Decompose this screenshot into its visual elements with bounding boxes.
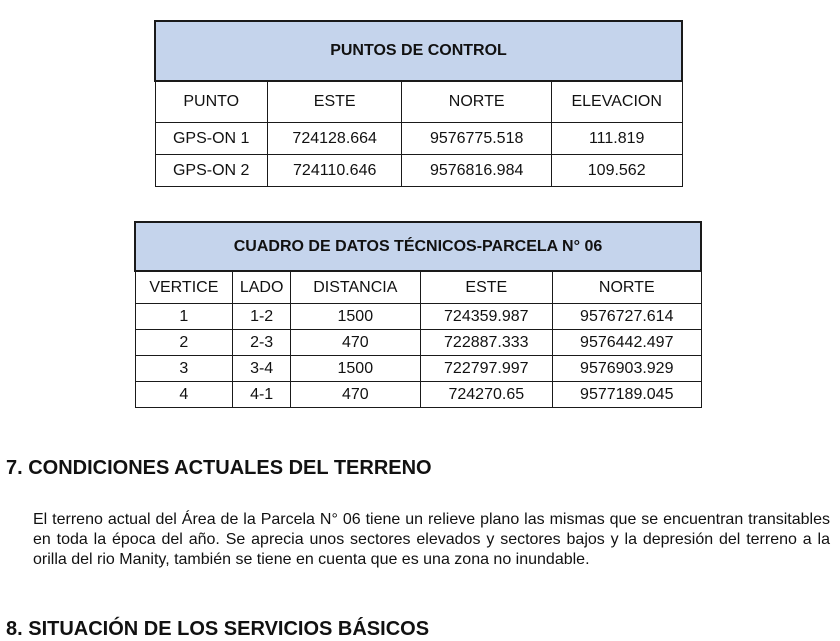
- column-header: ESTE: [420, 271, 552, 304]
- table-cell: 9576775.518: [402, 123, 551, 155]
- table-cell: GPS-ON 2: [155, 155, 267, 187]
- table-cell: 722797.997: [420, 356, 552, 382]
- table-cell: 722887.333: [420, 330, 552, 356]
- column-header: ELEVACION: [551, 81, 682, 123]
- column-header: NORTE: [402, 81, 551, 123]
- table-cell: 2: [135, 330, 233, 356]
- table-row: [135, 330, 701, 356]
- table-row: [155, 155, 682, 187]
- table-row: [135, 356, 701, 382]
- section-paragraph: El terreno actual del Área de la Parcela N° 06 tiene un relieve plano las mismas que se encuentran transitables en toda la época del año. Se aprecia unos sectores elevados y sectores bajos y la depresión del terreno a la orilla del rio Manity, también se tiene en cuenta que es una zona no inundable.: [33, 511, 830, 568]
- table-cell: GPS-ON 1: [155, 123, 267, 155]
- technical-data-table: [134, 221, 702, 408]
- column-header: PUNTO: [155, 81, 267, 123]
- table-row: [135, 304, 701, 330]
- column-header: NORTE: [553, 271, 701, 304]
- table-cell: 470: [291, 330, 421, 356]
- next-section-heading: 8. SITUACIÓN DE LOS SERVICIOS BÁSICOS: [6, 618, 430, 640]
- column-header: LADO: [233, 271, 291, 304]
- table-row: [155, 123, 682, 155]
- table-cell: 724359.987: [420, 304, 552, 330]
- table-cell: 724270.65: [420, 382, 552, 408]
- column-header: VERTICE: [135, 271, 233, 304]
- table-cell: 9577189.045: [553, 382, 701, 408]
- table-cell: 1-2: [233, 304, 291, 330]
- table-cell: 9576903.929: [553, 356, 701, 382]
- table-row: [135, 382, 701, 408]
- column-header: DISTANCIA: [291, 271, 421, 304]
- table-cell: 1: [135, 304, 233, 330]
- technical-data-title: CUADRO DE DATOS TÉCNICOS-PARCELA N° 06: [135, 222, 701, 271]
- table-cell: 9576442.497: [553, 330, 701, 356]
- control-points-title: PUNTOS DE CONTROL: [155, 21, 682, 81]
- control-points-table: [154, 20, 683, 187]
- table-cell: 4-1: [233, 382, 291, 408]
- table-cell: 3-4: [233, 356, 291, 382]
- table-cell: 3: [135, 356, 233, 382]
- table-cell: 111.819: [551, 123, 682, 155]
- table-cell: 4: [135, 382, 233, 408]
- table-cell: 9576727.614: [553, 304, 701, 330]
- table-cell: 2-3: [233, 330, 291, 356]
- table-cell: 109.562: [551, 155, 682, 187]
- table-cell: 724128.664: [267, 123, 402, 155]
- table-cell: 1500: [291, 304, 421, 330]
- section-heading: 7. CONDICIONES ACTUALES DEL TERRENO: [6, 457, 432, 479]
- table-cell: 470: [291, 382, 421, 408]
- table-cell: 9576816.984: [402, 155, 551, 187]
- table-cell: 1500: [291, 356, 421, 382]
- table-cell: 724110.646: [267, 155, 402, 187]
- column-header: ESTE: [267, 81, 402, 123]
